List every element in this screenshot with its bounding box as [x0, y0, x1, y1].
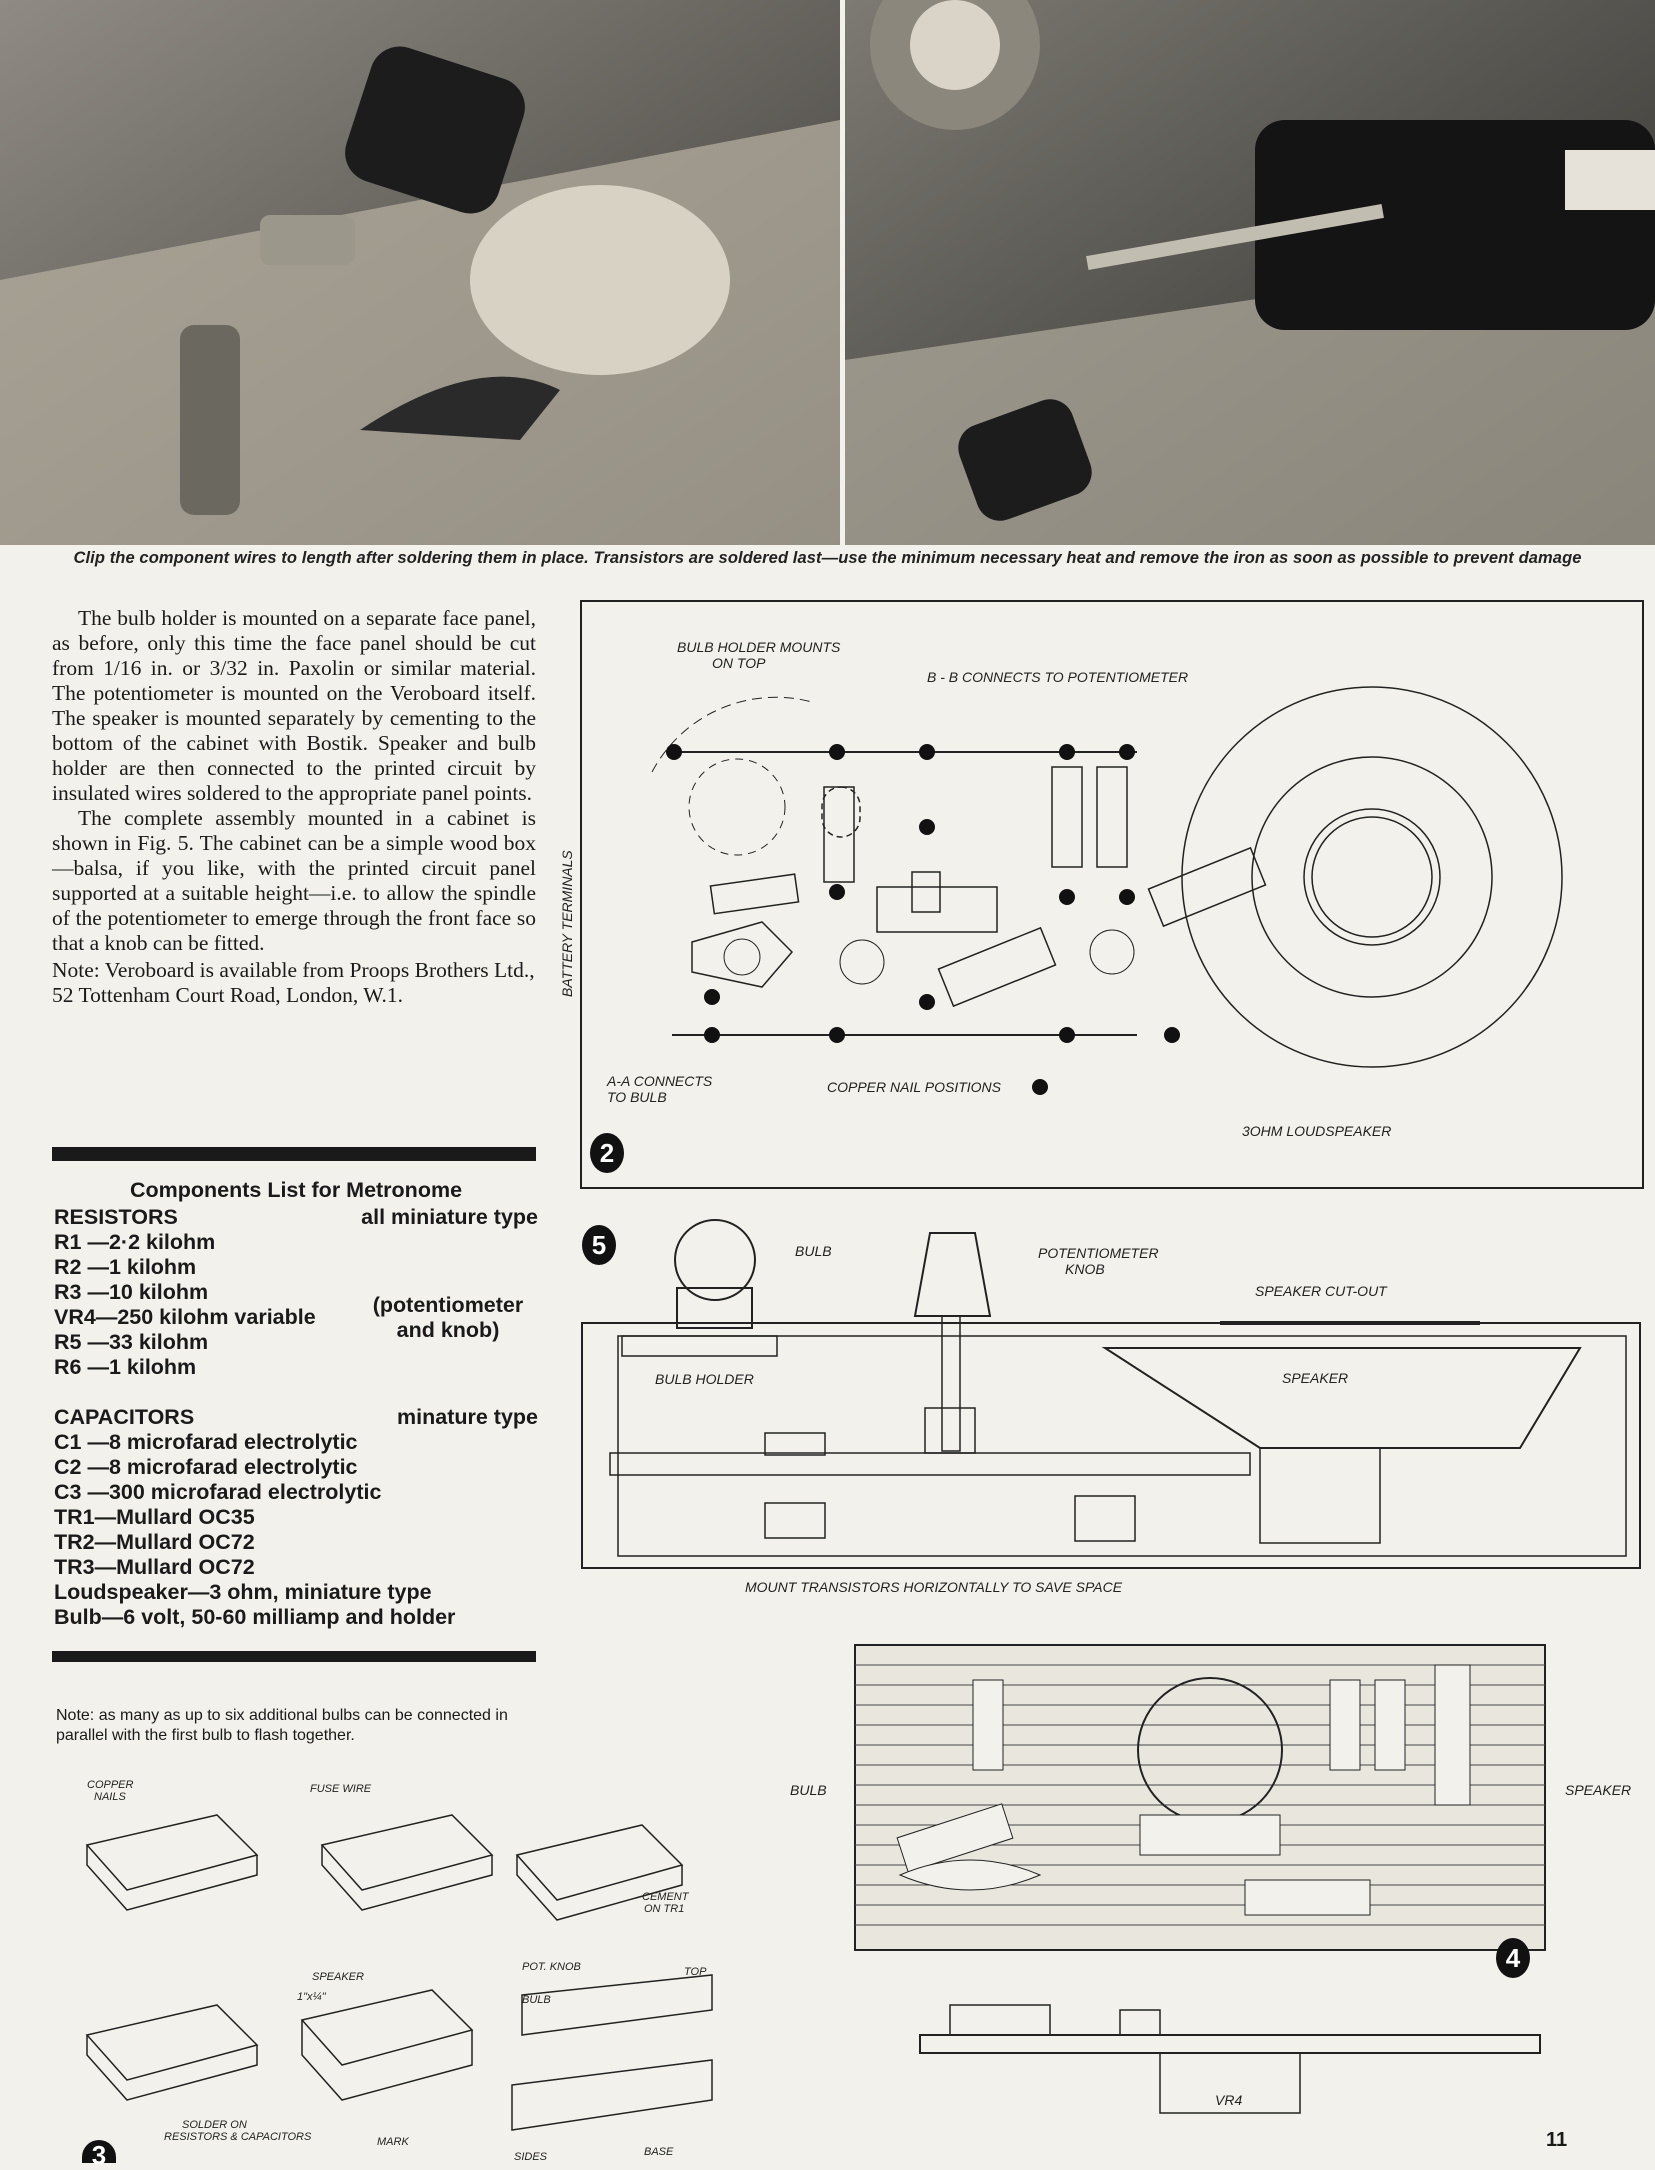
figure-3-assembly	[52, 1770, 742, 2163]
fig2-bb-label: B - B CONNECTS TO POTENTIOMETER	[927, 669, 1189, 685]
resistor-item: R1 —2·2 kilohm	[54, 1230, 216, 1254]
fig2-battery-label: BATTERY TERMINALS	[559, 850, 575, 997]
fig3-sides-label: SIDES	[514, 2151, 548, 2163]
fig3-solder-label: RESISTORS & CAPACITORS	[164, 2131, 312, 2143]
figure-badge: 5	[582, 1225, 616, 1265]
photo-caption: Clip the component wires to length after soldering them in place. Transistors are soldered last—use the minimum necessary heat and remove the iron as soon as possible to prevent damage	[73, 549, 1582, 567]
page-number: 11	[1546, 2129, 1568, 2151]
component-item: TR1—Mullard OC35	[54, 1505, 255, 1529]
component-item: TR2—Mullard OC72	[54, 1530, 255, 1554]
fig2-bulb-holder-label: ON TOP	[712, 655, 766, 671]
fig3-cement-label: ON TR1	[644, 1903, 685, 1915]
components-list	[54, 1178, 538, 1630]
body-text	[52, 606, 536, 1008]
component-item: C3 —300 microfarad electrolytic	[54, 1480, 382, 1504]
fig4-vr4-label: VR4	[1215, 2092, 1243, 2108]
paragraph-2: The complete assembly mounted in a cabinet is shown in Fig. 5. The cabinet can be a simple wood box—balsa, if you like, with the printed circuit panel supported at a suitable height—i.e. to allow the spindle of the potentiometer to emerge through the front face so that a knob can be fitted.	[52, 806, 536, 955]
resistor-item: R6 —1 kilohm	[54, 1355, 197, 1379]
fig5-knob-label: POTENTIOMETER	[1038, 1245, 1159, 1261]
resistor-item: R3 —10 kilohm	[54, 1280, 209, 1304]
resistors-heading: RESISTORS	[54, 1205, 178, 1229]
fig3-nails-label: NAILS	[94, 1791, 126, 1803]
paragraph-1: The bulb holder is mounted on a separate face panel, as before, only this time the face panel should be cut from 1/16 in. or 3/32 in. Paxolin or similar material. The potentiometer is mounted on the Veroboard itself. The speaker is mounted separately by cementing to the bottom of the cabinet with Bostik. Speaker and bulb holder are then connected to the printed circuit by insulated wires soldered to the appropriate panel points.	[52, 606, 536, 805]
fig2-speaker-label: 3OHM LOUDSPEAKER	[1242, 1123, 1392, 1139]
fig5-bulb-label: BULB	[795, 1243, 832, 1259]
fig3-pot-label: POT. KNOB	[522, 1961, 581, 1973]
vr4-note: (potentiometer and knob)	[372, 1293, 524, 1342]
photo-clipping-wires	[0, 0, 840, 545]
figure-5-cabinet	[580, 1208, 1640, 1608]
fig5-speaker-label: SPEAKER	[1282, 1370, 1349, 1386]
fig5-mount-label: MOUNT TRANSISTORS HORIZONTALLY TO SAVE SPACE	[745, 1579, 1123, 1595]
fig5-knob-label: KNOB	[1065, 1261, 1105, 1277]
fig2-nails-label: COPPER NAIL POSITIONS	[827, 1079, 1002, 1095]
fig3-cement-label: CEMENT	[642, 1891, 689, 1903]
fig5-cutout-label: SPEAKER CUT-OUT	[1255, 1283, 1387, 1299]
divider-bar	[52, 1147, 536, 1161]
fig3-mark-label: MARK	[377, 2136, 409, 2148]
fig3-size-label: 1"x¼"	[297, 1991, 326, 2003]
resistors-type: all miniature type	[361, 1205, 538, 1229]
fig4-speaker-label: SPEAKER	[1565, 1782, 1632, 1798]
component-item: Bulb—6 volt, 50-60 milliamp and holder	[54, 1605, 456, 1629]
figure-4-veroboard	[790, 1640, 1640, 2140]
fig3-base-label: BASE	[644, 2146, 674, 2158]
veroboard-note: Note: Veroboard is available from Proops Brothers Ltd., 52 Tottenham Court Road, London, W.1.	[52, 958, 535, 1007]
component-item: C1 —8 microfarad electrolytic	[54, 1430, 358, 1454]
fig3-nails-label: COPPER	[87, 1779, 134, 1791]
resistor-item: R5 —33 kilohm	[54, 1330, 209, 1354]
photo-soldering	[845, 0, 1655, 545]
bulbs-note: Note: as many as up to six additional bulbs can be connected in parallel with the first bulb to flash together.	[56, 1707, 508, 1744]
capacitors-type: minature type	[397, 1405, 538, 1429]
divider-bar	[52, 1651, 536, 1662]
figure-badge: 3	[82, 2140, 116, 2163]
fig2-aa-label: TO BULB	[607, 1089, 667, 1105]
figure-badge: 4	[1496, 1938, 1530, 1978]
fig3-top-label: TOP	[684, 1966, 707, 1978]
figure-badge: 2	[590, 1133, 624, 1173]
fig3-bulb-label: BULB	[522, 1994, 551, 2006]
fig4-bulb-label: BULB	[790, 1782, 827, 1798]
component-item: C2 —8 microfarad electrolytic	[54, 1455, 358, 1479]
resistor-item: VR4—250 kilohm variable	[54, 1305, 316, 1329]
fig3-speaker-label: SPEAKER	[312, 1971, 364, 1983]
component-item: TR3—Mullard OC72	[54, 1555, 255, 1579]
fig2-aa-label: A-A CONNECTS	[607, 1073, 713, 1089]
capacitors-heading: CAPACITORS	[54, 1405, 195, 1429]
fig5-holder-label: BULB HOLDER	[655, 1371, 754, 1387]
component-item: Loudspeaker—3 ohm, miniature type	[54, 1580, 432, 1604]
resistor-item: R2 —1 kilohm	[54, 1255, 197, 1279]
fig2-bulb-holder-label: BULB HOLDER MOUNTS	[677, 639, 841, 655]
figure-2-circuit-layout	[559, 600, 1644, 1189]
fig3-solder-label: SOLDER ON	[182, 2119, 247, 2131]
components-title: Components List for Metronome	[129, 1178, 463, 1202]
fig3-fuse-label: FUSE WIRE	[310, 1783, 372, 1795]
